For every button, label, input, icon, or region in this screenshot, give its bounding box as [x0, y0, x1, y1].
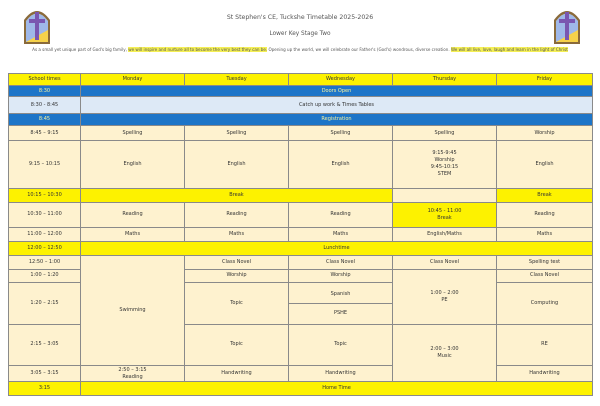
lesson-cell: Handwriting: [497, 366, 593, 382]
doors-open-cell: Doors Open: [81, 85, 593, 97]
stained-glass-cross-icon: [552, 6, 582, 44]
lesson-cell: Worship: [185, 269, 289, 283]
timetable-header: [0, 0, 600, 70]
lesson-label: PE: [441, 296, 448, 303]
table-row: [9, 126, 593, 141]
time-cell: 11:00 – 12:00: [9, 228, 81, 242]
lesson-time: 2:00 – 3:00: [430, 345, 459, 352]
column-header-thursday: Thursday: [393, 74, 497, 86]
lesson-cell: Spelling: [393, 126, 497, 141]
lesson-cell: [81, 366, 185, 382]
table-header-row: [9, 74, 593, 86]
table-row: [9, 114, 593, 126]
time-cell: 8:30 - 8:45: [9, 97, 81, 114]
lesson-time: 2:50 – 3:15: [118, 366, 147, 373]
lesson-cell: Class Novel: [393, 255, 497, 269]
lesson-label: Break: [437, 214, 452, 221]
lesson-cell: Reading: [289, 202, 393, 228]
mission-statement: [18, 46, 582, 53]
lesson-cell: Reading: [497, 202, 593, 228]
lesson-cell: English: [497, 140, 593, 188]
break-cell: [393, 202, 497, 228]
time-cell: 12:00 – 12:50: [9, 241, 81, 255]
lesson-subcell: Spanish: [289, 285, 392, 304]
lesson-cell: English: [185, 140, 289, 188]
lesson-cell: Class Novel: [185, 255, 289, 269]
time-cell: 10:30 – 11:00: [9, 202, 81, 228]
mission-part-1: As a small yet unique part of God's big family,: [32, 47, 129, 52]
lesson-cell: Maths: [289, 228, 393, 242]
lesson-time: 10:45 - 11:00: [427, 207, 462, 214]
lesson-cell: Spelling: [185, 126, 289, 141]
lunchtime-cell: Lunchtime: [81, 241, 593, 255]
table-row: [9, 241, 593, 255]
column-header-tuesday: Tuesday: [185, 74, 289, 86]
lesson-cell: Spelling: [81, 126, 185, 141]
table-row: [9, 255, 593, 269]
break-cell: Break: [81, 188, 393, 202]
lesson-cell: Topic: [185, 283, 289, 324]
lesson-cell: Maths: [497, 228, 593, 242]
time-cell: 3:05 – 3:15: [9, 366, 81, 382]
mission-highlight-1: we will inspire and nurture all to become the very best they can be.: [128, 47, 268, 52]
lesson-cell: [393, 188, 497, 202]
column-header-times: School times: [9, 74, 81, 86]
timetable: [8, 73, 593, 396]
lesson-cell: English: [81, 140, 185, 188]
mission-part-2: Opening up the world, we will celebrate our Father's (God's) wondrous, diverse creation.: [267, 47, 451, 52]
page-title: St Stephen's CE, Tuckshe Timetable 2025-2026: [226, 14, 374, 21]
column-header-monday: Monday: [81, 74, 185, 86]
lesson-cell: Spelling test: [497, 255, 593, 269]
lesson-cell: Worship: [289, 269, 393, 283]
lesson-cell: Class Novel: [289, 255, 393, 269]
table-row: [9, 202, 593, 228]
home-time-cell: Home Time: [81, 382, 593, 396]
lesson-cell: [393, 324, 497, 381]
break-cell: Break: [497, 188, 593, 202]
table-row: [9, 85, 593, 97]
time-cell: 8:45 – 9:15: [9, 126, 81, 141]
table-row: [9, 97, 593, 114]
table-row: [9, 188, 593, 202]
mission-highlight-2: We will all live, love, laugh and learn in the light of Christ: [450, 47, 568, 52]
table-row: [9, 382, 593, 396]
lesson-label: Reading: [122, 373, 143, 380]
time-cell: 12:50 – 1:00: [9, 255, 81, 269]
table-row: [9, 366, 593, 382]
lesson-cell: Reading: [185, 202, 289, 228]
lesson-label: STEM: [437, 171, 452, 178]
lesson-cell: Swimming: [81, 255, 185, 366]
lesson-cell: English/Maths: [393, 228, 497, 242]
lesson-cell: Handwriting: [289, 366, 393, 382]
lesson-cell: Handwriting: [185, 366, 289, 382]
lesson-cell: Maths: [185, 228, 289, 242]
time-cell: 8:30: [9, 85, 81, 97]
time-cell: 2:15 – 3:05: [9, 324, 81, 365]
lesson-cell: [289, 283, 393, 324]
lesson-time: 9:15-9:45: [432, 150, 457, 157]
lesson-cell: [393, 269, 497, 324]
lesson-time: 1:00 – 2:00: [430, 289, 459, 296]
registration-cell: Registration: [81, 114, 593, 126]
time-cell: 3:15: [9, 382, 81, 396]
lesson-cell: Topic: [289, 324, 393, 365]
time-cell: 8:45: [9, 114, 81, 126]
table-row: [9, 228, 593, 242]
lesson-cell: Topic: [185, 324, 289, 365]
lesson-cell: Worship: [497, 126, 593, 141]
lesson-cell: Class Novel: [497, 269, 593, 283]
lesson-cell: Computing: [497, 283, 593, 324]
time-cell: 10:15 – 10:30: [9, 188, 81, 202]
page-subtitle: Lower Key Stage Two: [269, 31, 331, 37]
lesson-subcell: PSHE: [333, 309, 348, 316]
lesson-label: Worship: [434, 157, 455, 164]
column-header-friday: Friday: [497, 74, 593, 86]
column-header-wednesday: Wednesday: [289, 74, 393, 86]
lesson-cell: Reading: [81, 202, 185, 228]
lesson-cell: Spelling: [289, 126, 393, 141]
time-cell: 1:00 – 1:20: [9, 269, 81, 283]
time-cell: 1:20 – 2:15: [9, 283, 81, 324]
lesson-cell: RE: [497, 324, 593, 365]
lesson-label: Music: [437, 352, 452, 359]
time-cell: 9:15 – 10:15: [9, 140, 81, 188]
lesson-cell: [393, 140, 497, 188]
lesson-cell: English: [289, 140, 393, 188]
stained-glass-cross-icon: [22, 6, 52, 44]
lesson-cell: Maths: [81, 228, 185, 242]
catch-up-cell: Catch up work & Times Tables: [81, 97, 593, 114]
lesson-time: 9:45-10:15: [430, 164, 459, 171]
table-row: [9, 140, 593, 188]
